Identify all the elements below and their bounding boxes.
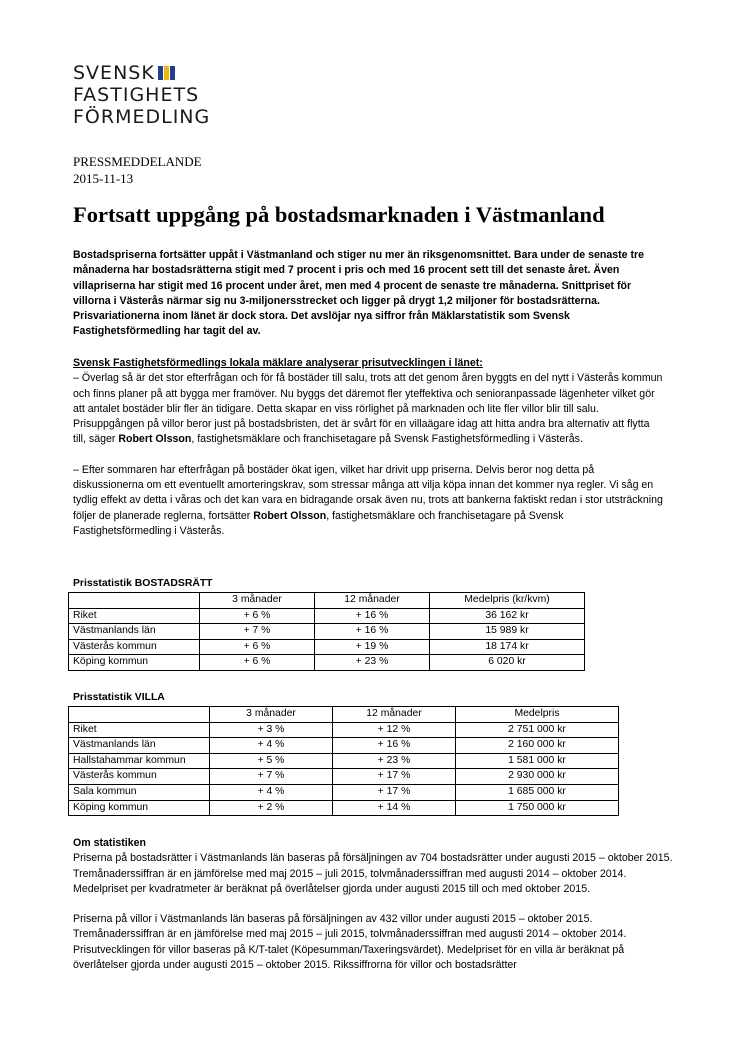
table-cell: Riket bbox=[69, 722, 210, 738]
table-cell: + 7 % bbox=[200, 624, 315, 640]
table-row bbox=[69, 753, 619, 769]
table-header-cell: 12 månader bbox=[333, 707, 456, 723]
analysis-p1-end: , fastighetsmäklare och franchisetagare på Svensk Fastighetsförmedling i Västerås. bbox=[191, 433, 583, 446]
table-cell: Västerås kommun bbox=[69, 639, 200, 655]
table-cell: + 2 % bbox=[210, 800, 333, 816]
flag-icon bbox=[158, 63, 176, 77]
table-cell: + 17 % bbox=[333, 769, 456, 785]
table-cell: + 4 % bbox=[210, 738, 333, 754]
table-cell: + 17 % bbox=[333, 784, 456, 800]
table-header-row bbox=[69, 593, 585, 609]
table-cell: Köping kommun bbox=[69, 800, 210, 816]
table-row bbox=[69, 608, 585, 624]
table-cell: + 6 % bbox=[200, 655, 315, 671]
table-cell: + 16 % bbox=[333, 738, 456, 754]
table-cell: 1 685 000 kr bbox=[456, 784, 619, 800]
table-cell: + 23 % bbox=[333, 753, 456, 769]
document-meta bbox=[73, 153, 202, 187]
quoted-name: Robert Olsson bbox=[253, 509, 327, 522]
table-cell: + 19 % bbox=[315, 639, 430, 655]
statistics-section bbox=[73, 836, 673, 988]
table-cell: + 4 % bbox=[210, 784, 333, 800]
table-header-cell: 3 månader bbox=[200, 593, 315, 609]
analysis-paragraph-2 bbox=[73, 463, 663, 539]
table-header-cell bbox=[69, 707, 210, 723]
analysis-paragraph-1 bbox=[73, 371, 663, 447]
table-cell: 6 020 kr bbox=[430, 655, 585, 671]
table-cell: Köping kommun bbox=[69, 655, 200, 671]
table-cell: + 16 % bbox=[315, 624, 430, 640]
statistics-paragraph-2: Priserna på villor i Västmanlands län baseras på försäljningen av 432 villor under augusti 2015 – oktober 2015. Tremånaderssiffran är en jämförelse med maj 2015 – juli 2015, tolvmånaderssiffran med augusti 2014 – oktober 2014. Prisutvecklingen för villor baseras på K/T-talet (Köpesumman/Taxeringsvärdet). Medelpriset för en villa är beräknat på överlåtelser gjorda under augusti 2015 – oktober 2015. Rikssiffrorna för villor och bostadsrätter bbox=[73, 913, 627, 972]
table-header-cell: Medelpris bbox=[456, 707, 619, 723]
table-cell: 1 581 000 kr bbox=[456, 753, 619, 769]
table-cell: + 6 % bbox=[200, 639, 315, 655]
logo-text-line1: SVENSK bbox=[73, 62, 155, 84]
table-villa bbox=[68, 706, 619, 816]
table-row bbox=[69, 624, 585, 640]
table-row bbox=[69, 738, 619, 754]
table-header-cell: 3 månader bbox=[210, 707, 333, 723]
table-cell: Västmanlands län bbox=[69, 738, 210, 754]
table-cell: 2 930 000 kr bbox=[456, 769, 619, 785]
table-row bbox=[69, 800, 619, 816]
page-title: Fortsatt uppgång på bostadsmarknaden i Västmanland bbox=[73, 202, 605, 227]
table-cell: + 16 % bbox=[315, 608, 430, 624]
table-cell: 18 174 kr bbox=[430, 639, 585, 655]
quoted-name: Robert Olsson bbox=[118, 433, 192, 446]
table-cell: + 5 % bbox=[210, 753, 333, 769]
table-cell: Västmanlands län bbox=[69, 624, 200, 640]
company-logo bbox=[73, 62, 210, 128]
lead-paragraph: Bostadspriserna fortsätter uppåt i Västmanland och stiger nu mer än riksgenomsnittet. Bara under de senaste tre månaderna har bostadsrätterna stigit med 7 procent i pris och med 16 procent sett till det senaste året. Även villapriserna har stigit med 16 procent under året, men med 4 procent de senaste tre månaderna. Snittpriset för villorna i Västerås närmar sig nu 3-miljonersstrecket och ligger på drygt 1,2 miljoner för bostadsrätterna. Prisvariationerna inom länet är dock stora. Det avslöjar nya siffror från Mäklarstatistik som Svensk Fastighetsförmedling har tagit del av. bbox=[73, 249, 645, 338]
analysis-p1-text: – Överlag så är det stor efterfrågan och för få bostäder till salu, trots att det genom åren byggts en del nytt i Västerås kommun och finns planer på att bygga mer framöver. Nu byggs det däremot fler yteffektiva och senioranpassade lägenheter vilket gör att antalet bostäder blir fler än tidigare. Detta skapar en viss rörlighet på marknaden och lite fler villor blir till salu. Prisuppgången på villor beror just på bostadsbristen, det är svårt för en villaägare idag att hitta andra bra alternativ att flytta till, säger bbox=[73, 372, 663, 446]
table-cell: Sala kommun bbox=[69, 784, 210, 800]
table-cell: 1 750 000 kr bbox=[456, 800, 619, 816]
table-cell: + 7 % bbox=[210, 769, 333, 785]
table-cell: + 23 % bbox=[315, 655, 430, 671]
table-row bbox=[69, 639, 585, 655]
table-row bbox=[69, 655, 585, 671]
table-cell: 36 162 kr bbox=[430, 608, 585, 624]
table-br-title: Prisstatistik BOSTADSRÄTT bbox=[73, 578, 213, 589]
table-row bbox=[69, 769, 619, 785]
analysis-p2-text: – Efter sommaren har efterfrågan på bostäder ökat igen, vilket har drivit upp priserna. Delvis beror nog detta på diskussionerna om ett eventuellt amorteringskrav, som stressar många att vilja köpa innan det kommer nya regler. Vi såg en tydlig effekt av detta i våras och det kan vara en bidragande orsak även nu, trots att bankerna faktiskt redan i stor utsträckning följer de planerade reglerna, fortsätter bbox=[73, 463, 663, 522]
document-type: PRESSMEDDELANDE bbox=[73, 154, 202, 169]
table-header-row bbox=[69, 707, 619, 723]
table-row bbox=[69, 784, 619, 800]
table-cell: Riket bbox=[69, 608, 200, 624]
analysis-section bbox=[73, 356, 663, 554]
table-header-cell: Medelpris (kr/kvm) bbox=[430, 593, 585, 609]
document-date: 2015-11-13 bbox=[73, 171, 134, 186]
table-cell: 2 160 000 kr bbox=[456, 738, 619, 754]
table-header-cell: 12 månader bbox=[315, 593, 430, 609]
table-villa-title: Prisstatistik VILLA bbox=[73, 692, 165, 703]
table-cell: Västerås kommun bbox=[69, 769, 210, 785]
table-bostadsratt bbox=[68, 592, 585, 671]
table-row bbox=[69, 722, 619, 738]
analysis-heading: Svensk Fastighetsförmedlings lokala mäklare analyserar prisutvecklingen i länet: bbox=[73, 357, 483, 369]
table-header-cell bbox=[69, 593, 200, 609]
table-cell: + 3 % bbox=[210, 722, 333, 738]
table-cell: 15 989 kr bbox=[430, 624, 585, 640]
table-cell: + 12 % bbox=[333, 722, 456, 738]
statistics-heading: Om statistiken bbox=[73, 837, 147, 849]
table-cell: + 6 % bbox=[200, 608, 315, 624]
logo-text-line3: FÖRMEDLING bbox=[73, 106, 211, 128]
table-cell: + 14 % bbox=[333, 800, 456, 816]
analysis-p2-end: , fastighetsmäklare och franchisetagare på Svensk Fastighetsförmedling i Västerås. bbox=[73, 509, 564, 537]
statistics-paragraph-1: Priserna på bostadsrätter i Västmanlands län baseras på försäljningen av 704 bostadsrätter under augusti 2015 – oktober 2015. Tremånaderssiffran är en jämförelse med maj 2015 – juli 2015, tolvmånaderssiffran med augusti 2014 – oktober 2014. Medelpriset per kvadratmeter är beräknat på överlåtelser gjorda under augusti 2015 till och med oktober 2015. bbox=[73, 852, 673, 895]
logo-text-line2: FASTIGHETS bbox=[73, 84, 200, 106]
table-cell: 2 751 000 kr bbox=[456, 722, 619, 738]
table-cell: Hallstahammar kommun bbox=[69, 753, 210, 769]
